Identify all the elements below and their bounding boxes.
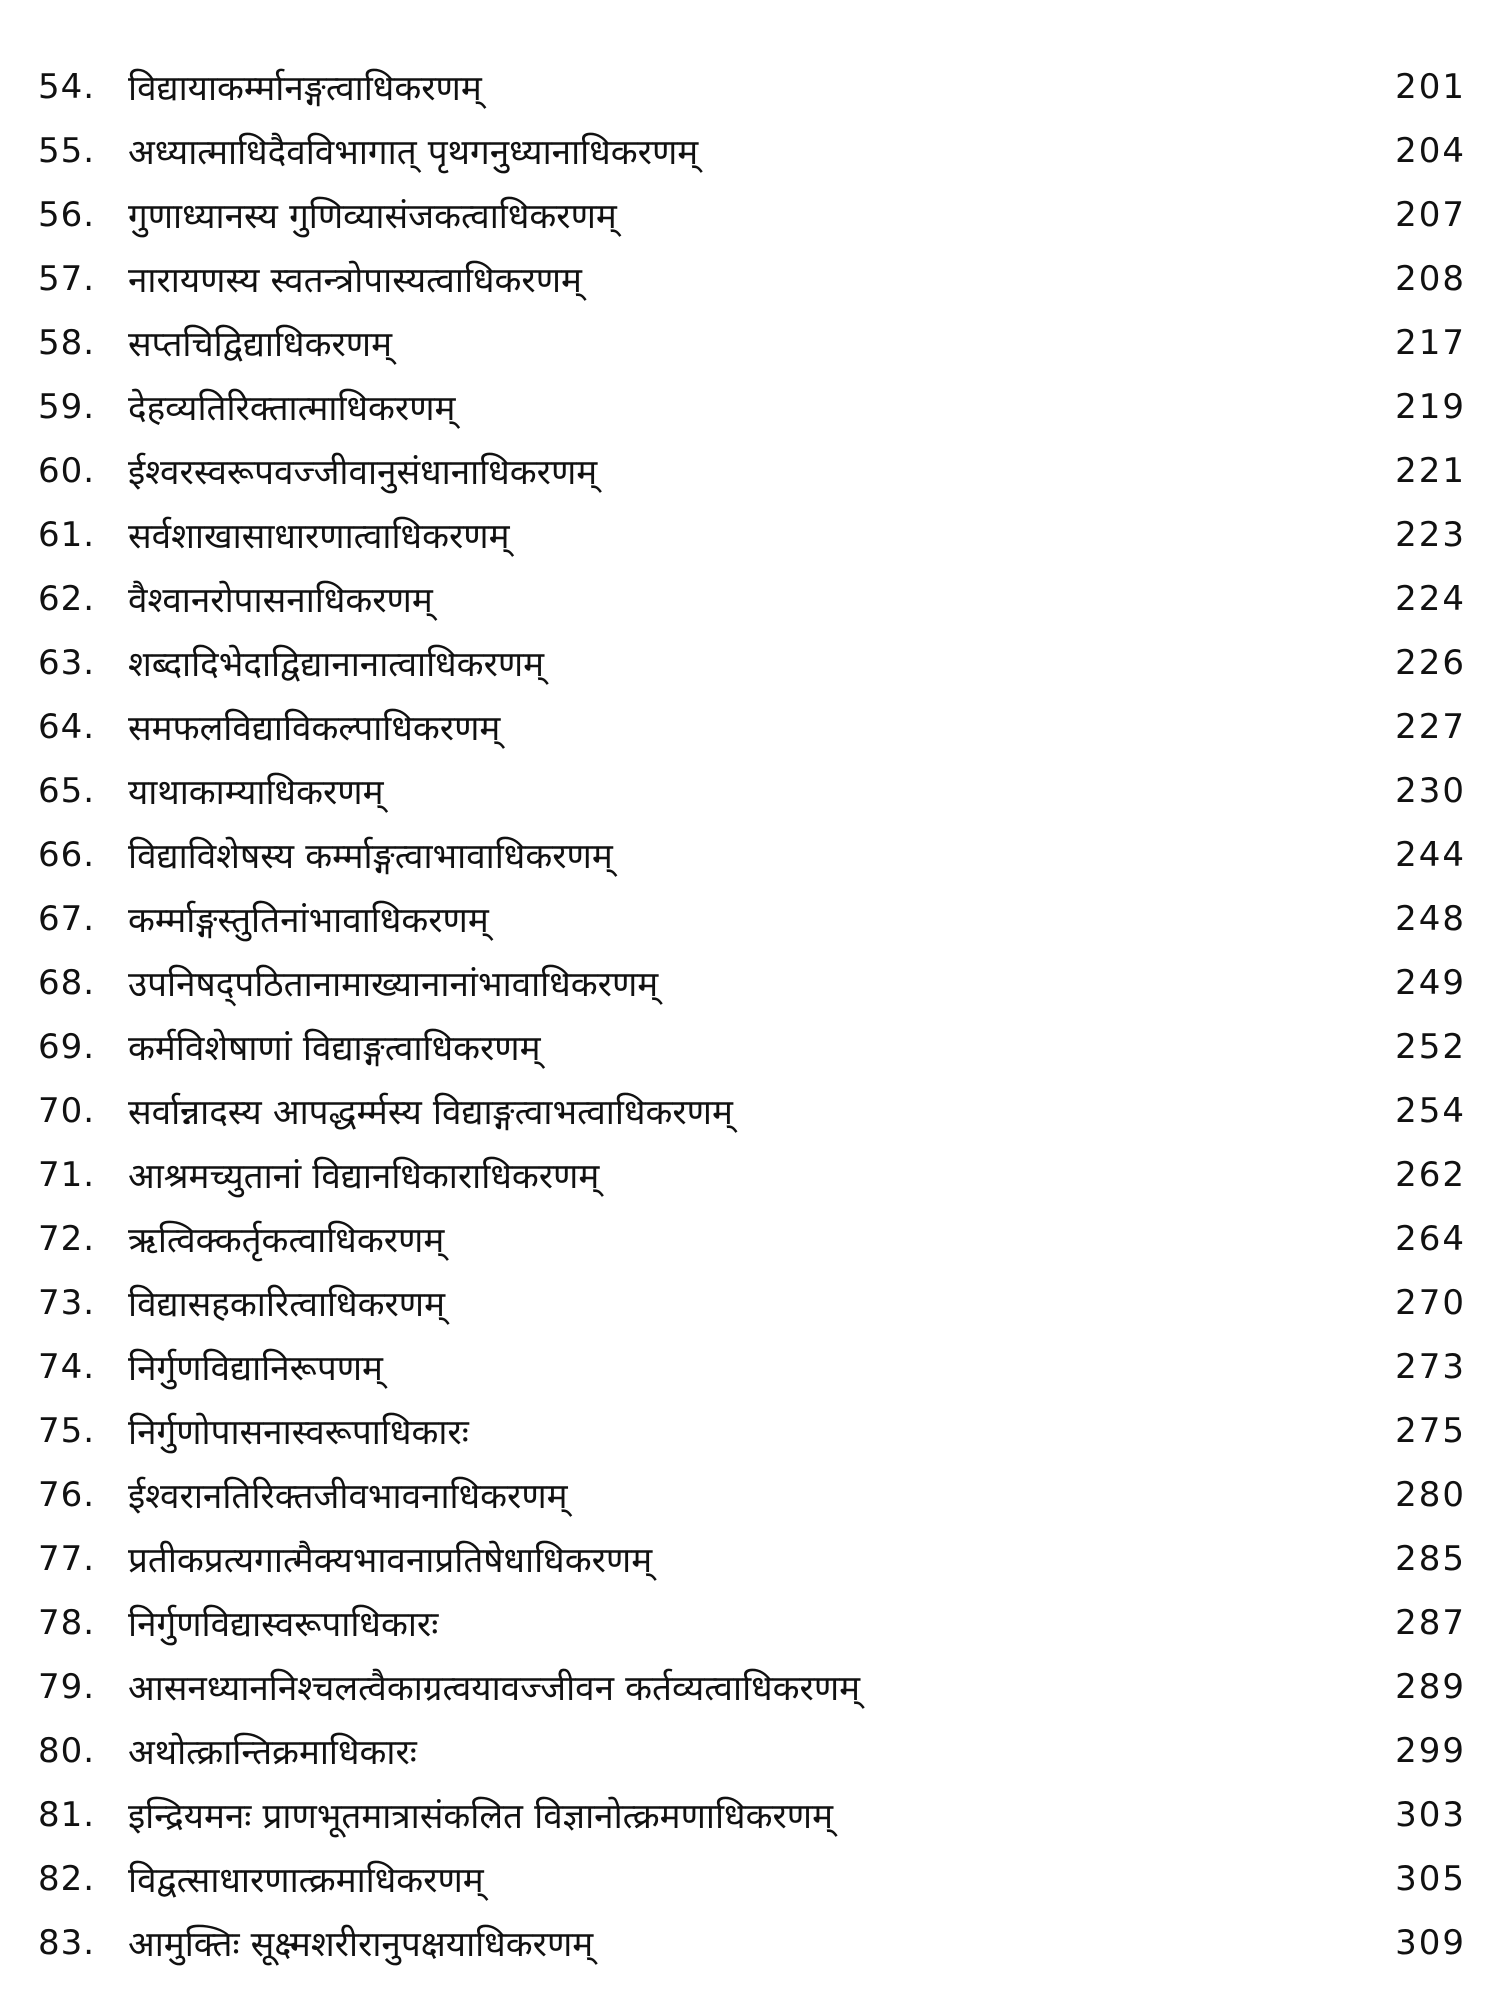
entry-title: विद्याविशेषस्य कर्म्माङ्गत्वाभावाधिकरणम् [128, 836, 613, 877]
toc-entry [38, 55, 1468, 119]
entry-title: प्रतीकप्रत्यगात्मैक्यभावनाप्रतिषेधाधिकरणम् [128, 1540, 653, 1581]
entry-page-number: 273 [1395, 1347, 1466, 1387]
toc-entry [38, 695, 1468, 759]
toc-entry [38, 375, 1468, 439]
toc-entry [38, 1463, 1468, 1527]
entry-title: ईश्वरानतिरिक्तजीवभावनाधिकरणम् [128, 1476, 568, 1517]
entry-page-number: 275 [1395, 1411, 1466, 1451]
entry-number: 75. [38, 1411, 96, 1451]
entry-title: आसनध्याननिश्चलत्वैकाग्रत्वयावज्जीवन कर्तव्यत्वाधिकरणम् [128, 1668, 861, 1709]
entry-page-number: 219 [1395, 387, 1466, 427]
toc-entry [38, 887, 1468, 951]
entry-number: 78. [38, 1603, 96, 1643]
toc-entry [38, 119, 1468, 183]
entry-title: विद्यासहकारित्वाधिकरणम् [128, 1284, 446, 1325]
toc-entry [38, 1655, 1468, 1719]
entry-number: 66. [38, 835, 96, 875]
entry-page-number: 262 [1395, 1155, 1466, 1195]
entry-page-number: 299 [1395, 1731, 1466, 1771]
toc-entry [38, 247, 1468, 311]
entry-number: 60. [38, 451, 96, 491]
table-of-contents [38, 55, 1468, 1975]
toc-entry [38, 1399, 1468, 1463]
entry-title: कर्मविशेषाणां विद्याङ्गत्वाधिकरणम् [128, 1028, 541, 1069]
entry-number: 61. [38, 515, 96, 555]
toc-entry [38, 1335, 1468, 1399]
entry-number: 72. [38, 1219, 96, 1259]
toc-entry [38, 1847, 1468, 1911]
entry-page-number: 224 [1395, 579, 1466, 619]
entry-number: 57. [38, 259, 96, 299]
entry-title: गुणाध्यानस्य गुणिव्यासंजकत्वाधिकरणम् [128, 196, 617, 237]
entry-title: अध्यात्माधिदैवविभागात् पृथगनुध्यानाधिकरणम् [128, 132, 699, 173]
toc-entry [38, 823, 1468, 887]
entry-page-number: 303 [1395, 1795, 1466, 1835]
entry-number: 64. [38, 707, 96, 747]
entry-title: विद्यायाकर्म्मानङ्गत्वाधिकरणम् [128, 68, 482, 109]
entry-number: 82. [38, 1859, 96, 1899]
entry-page-number: 252 [1395, 1027, 1466, 1067]
entry-number: 70. [38, 1091, 96, 1131]
entry-title: वैश्वानरोपासनाधिकरणम् [128, 580, 433, 621]
entry-title: आश्रमच्युतानां विद्यानधिकाराधिकरणम् [128, 1156, 600, 1197]
entry-number: 73. [38, 1283, 96, 1323]
toc-entry [38, 1143, 1468, 1207]
entry-number: 59. [38, 387, 96, 427]
entry-title: आमुक्तिः सूक्ष्मशरीरानुपक्षयाधिकरणम् [128, 1924, 594, 1965]
entry-number: 54. [38, 67, 96, 107]
entry-page-number: 285 [1395, 1539, 1466, 1579]
entry-page-number: 244 [1395, 835, 1466, 875]
entry-title: सर्वशाखासाधारणात्वाधिकरणम् [128, 516, 510, 557]
entry-number: 80. [38, 1731, 96, 1771]
toc-entry [38, 759, 1468, 823]
entry-page-number: 309 [1395, 1923, 1466, 1963]
toc-entry [38, 1527, 1468, 1591]
entry-page-number: 280 [1395, 1475, 1466, 1515]
entry-title: शब्दादिभेदाद्विद्यानानात्वाधिकरणम् [128, 644, 545, 685]
entry-title: याथाकाम्याधिकरणम् [128, 772, 384, 813]
entry-number: 77. [38, 1539, 96, 1579]
entry-page-number: 305 [1395, 1859, 1466, 1899]
entry-page-number: 201 [1395, 67, 1466, 107]
entry-title: ईश्वरस्वरूपवज्जीवानुसंधानाधिकरणम् [128, 452, 598, 493]
entry-title: इन्द्रियमनः प्राणभूतमात्रासंकलित विज्ञानोत्क्रमणाधिकरणम् [128, 1796, 833, 1837]
toc-entry [38, 183, 1468, 247]
entry-title: नारायणस्य स्वतन्त्रोपास्यत्वाधिकरणम् [128, 260, 582, 301]
entry-page-number: 264 [1395, 1219, 1466, 1259]
entry-number: 63. [38, 643, 96, 683]
entry-page-number: 208 [1395, 259, 1466, 299]
entry-page-number: 217 [1395, 323, 1466, 363]
entry-number: 55. [38, 131, 96, 171]
entry-title: सर्वान्नादस्य आपद्धर्म्मस्य विद्याङ्गत्वाभत्वाधिकरणम् [128, 1092, 733, 1133]
entry-number: 83. [38, 1923, 96, 1963]
toc-entry [38, 1079, 1468, 1143]
entry-number: 65. [38, 771, 96, 811]
toc-entry [38, 1591, 1468, 1655]
toc-entry [38, 1783, 1468, 1847]
entry-title: निर्गुणविद्यास्वरूपाधिकारः [128, 1604, 439, 1645]
entry-number: 62. [38, 579, 96, 619]
entry-page-number: 254 [1395, 1091, 1466, 1131]
toc-entry [38, 567, 1468, 631]
toc-entry [38, 439, 1468, 503]
toc-entry [38, 1719, 1468, 1783]
toc-entry [38, 1015, 1468, 1079]
entry-number: 71. [38, 1155, 96, 1195]
entry-page-number: 270 [1395, 1283, 1466, 1323]
toc-entry [38, 503, 1468, 567]
entry-number: 68. [38, 963, 96, 1003]
entry-title: ऋत्विक्कर्तृकत्वाधिकरणम् [128, 1220, 445, 1261]
entry-number: 79. [38, 1667, 96, 1707]
entry-page-number: 249 [1395, 963, 1466, 1003]
entry-page-number: 226 [1395, 643, 1466, 683]
entry-number: 74. [38, 1347, 96, 1387]
entry-page-number: 223 [1395, 515, 1466, 555]
toc-entry [38, 631, 1468, 695]
entry-title: निर्गुणोपासनास्वरूपाधिकारः [128, 1412, 469, 1453]
toc-entry [38, 311, 1468, 375]
entry-title: सप्तचिद्विद्याधिकरणम् [128, 324, 393, 365]
entry-page-number: 248 [1395, 899, 1466, 939]
entry-page-number: 227 [1395, 707, 1466, 747]
entry-page-number: 289 [1395, 1667, 1466, 1707]
toc-entry [38, 1271, 1468, 1335]
entry-title: कर्म्माङ्गस्तुतिनांभावाधिकरणम् [128, 900, 489, 941]
entry-number: 81. [38, 1795, 96, 1835]
entry-number: 69. [38, 1027, 96, 1067]
entry-number: 58. [38, 323, 96, 363]
entry-page-number: 287 [1395, 1603, 1466, 1643]
entry-title: देहव्यतिरिक्तात्माधिकरणम् [128, 388, 456, 429]
entry-title: समफलविद्याविकल्पाधिकरणम् [128, 708, 501, 749]
entry-title: निर्गुणविद्यानिरूपणम् [128, 1348, 383, 1389]
entry-title: उपनिषद्पठितानामाख्यानानांभावाधिकरणम् [128, 964, 659, 1005]
toc-entry [38, 1911, 1468, 1975]
entry-page-number: 204 [1395, 131, 1466, 171]
entry-page-number: 221 [1395, 451, 1466, 491]
entry-title: विद्वत्साधारणात्क्रमाधिकरणम् [128, 1860, 484, 1901]
entry-number: 67. [38, 899, 96, 939]
toc-entry [38, 951, 1468, 1015]
entry-number: 56. [38, 195, 96, 235]
entry-number: 76. [38, 1475, 96, 1515]
entry-title: अथोत्क्रान्तिक्रमाधिकारः [128, 1732, 417, 1773]
toc-entry [38, 1207, 1468, 1271]
entry-page-number: 230 [1395, 771, 1466, 811]
entry-page-number: 207 [1395, 195, 1466, 235]
